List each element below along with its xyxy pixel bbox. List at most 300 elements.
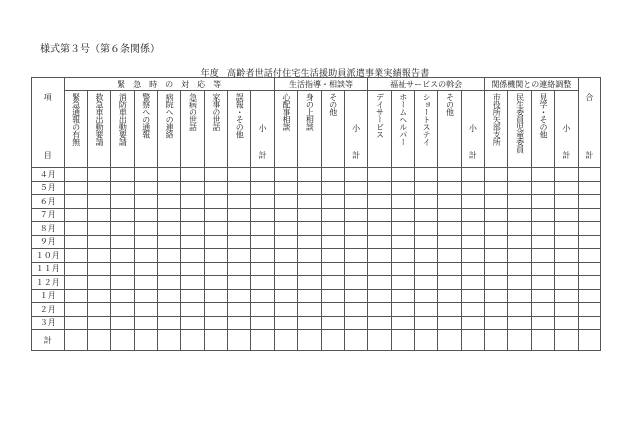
data-cell[interactable] — [251, 168, 274, 182]
data-cell[interactable] — [274, 262, 297, 276]
data-cell[interactable] — [438, 276, 461, 290]
data-cell[interactable] — [228, 235, 251, 249]
data-cell[interactable] — [157, 249, 180, 263]
data-cell[interactable] — [157, 316, 180, 330]
data-cell[interactable] — [438, 316, 461, 330]
data-cell[interactable] — [298, 276, 321, 290]
data-cell[interactable] — [555, 208, 578, 222]
data-cell[interactable] — [204, 276, 227, 290]
data-cell[interactable] — [461, 262, 484, 276]
data-cell[interactable] — [344, 262, 367, 276]
data-cell[interactable] — [414, 330, 437, 351]
data-cell[interactable] — [321, 262, 344, 276]
data-cell[interactable] — [204, 249, 227, 263]
data-cell[interactable] — [485, 195, 508, 209]
data-cell[interactable] — [344, 316, 367, 330]
data-cell[interactable] — [508, 208, 531, 222]
data-cell[interactable] — [485, 181, 508, 195]
data-cell[interactable] — [181, 316, 204, 330]
data-cell[interactable] — [578, 316, 600, 330]
data-cell[interactable] — [438, 249, 461, 263]
data-cell[interactable] — [555, 168, 578, 182]
data-cell[interactable] — [344, 249, 367, 263]
data-cell[interactable] — [344, 276, 367, 290]
data-cell[interactable] — [228, 330, 251, 351]
data-cell[interactable] — [298, 195, 321, 209]
data-cell[interactable] — [204, 222, 227, 236]
data-cell[interactable] — [414, 168, 437, 182]
data-cell[interactable] — [414, 208, 437, 222]
data-cell[interactable] — [531, 249, 554, 263]
data-cell[interactable] — [391, 330, 414, 351]
data-cell[interactable] — [555, 181, 578, 195]
data-cell[interactable] — [157, 235, 180, 249]
data-cell[interactable] — [578, 330, 600, 351]
data-cell[interactable] — [111, 235, 134, 249]
data-cell[interactable] — [274, 208, 297, 222]
data-cell[interactable] — [485, 168, 508, 182]
data-cell[interactable] — [485, 330, 508, 351]
data-cell[interactable] — [578, 262, 600, 276]
data-cell[interactable] — [111, 303, 134, 317]
data-cell[interactable] — [344, 235, 367, 249]
data-cell[interactable] — [228, 181, 251, 195]
data-cell[interactable] — [555, 235, 578, 249]
data-cell[interactable] — [508, 316, 531, 330]
data-cell[interactable] — [344, 303, 367, 317]
data-cell[interactable] — [414, 235, 437, 249]
data-cell[interactable] — [414, 195, 437, 209]
data-cell[interactable] — [204, 235, 227, 249]
data-cell[interactable] — [555, 330, 578, 351]
data-cell[interactable] — [368, 262, 391, 276]
data-cell[interactable] — [461, 235, 484, 249]
data-cell[interactable] — [64, 262, 87, 276]
data-cell[interactable] — [531, 303, 554, 317]
data-cell[interactable] — [181, 222, 204, 236]
data-cell[interactable] — [134, 222, 157, 236]
data-cell[interactable] — [555, 276, 578, 290]
data-cell[interactable] — [204, 303, 227, 317]
data-cell[interactable] — [368, 181, 391, 195]
data-cell[interactable] — [391, 181, 414, 195]
data-cell[interactable] — [134, 316, 157, 330]
data-cell[interactable] — [251, 181, 274, 195]
data-cell[interactable] — [157, 276, 180, 290]
data-cell[interactable] — [181, 289, 204, 303]
data-cell[interactable] — [531, 330, 554, 351]
data-cell[interactable] — [344, 168, 367, 182]
data-cell[interactable] — [181, 330, 204, 351]
data-cell[interactable] — [298, 262, 321, 276]
data-cell[interactable] — [508, 262, 531, 276]
data-cell[interactable] — [508, 195, 531, 209]
data-cell[interactable] — [298, 289, 321, 303]
data-cell[interactable] — [391, 303, 414, 317]
data-cell[interactable] — [134, 208, 157, 222]
data-cell[interactable] — [111, 289, 134, 303]
data-cell[interactable] — [461, 181, 484, 195]
data-cell[interactable] — [578, 222, 600, 236]
data-cell[interactable] — [111, 181, 134, 195]
data-cell[interactable] — [274, 276, 297, 290]
data-cell[interactable] — [298, 249, 321, 263]
data-cell[interactable] — [321, 195, 344, 209]
data-cell[interactable] — [87, 276, 110, 290]
data-cell[interactable] — [181, 195, 204, 209]
data-cell[interactable] — [531, 222, 554, 236]
data-cell[interactable] — [368, 222, 391, 236]
data-cell[interactable] — [64, 181, 87, 195]
data-cell[interactable] — [64, 316, 87, 330]
data-cell[interactable] — [391, 262, 414, 276]
data-cell[interactable] — [228, 222, 251, 236]
data-cell[interactable] — [204, 168, 227, 182]
data-cell[interactable] — [157, 208, 180, 222]
data-cell[interactable] — [438, 168, 461, 182]
data-cell[interactable] — [578, 168, 600, 182]
data-cell[interactable] — [508, 289, 531, 303]
data-cell[interactable] — [87, 208, 110, 222]
data-cell[interactable] — [438, 222, 461, 236]
data-cell[interactable] — [438, 303, 461, 317]
data-cell[interactable] — [111, 222, 134, 236]
data-cell[interactable] — [414, 316, 437, 330]
data-cell[interactable] — [414, 249, 437, 263]
data-cell[interactable] — [485, 262, 508, 276]
data-cell[interactable] — [111, 249, 134, 263]
data-cell[interactable] — [251, 289, 274, 303]
data-cell[interactable] — [414, 289, 437, 303]
data-cell[interactable] — [134, 276, 157, 290]
data-cell[interactable] — [64, 208, 87, 222]
data-cell[interactable] — [321, 303, 344, 317]
data-cell[interactable] — [181, 249, 204, 263]
data-cell[interactable] — [181, 276, 204, 290]
data-cell[interactable] — [87, 181, 110, 195]
data-cell[interactable] — [414, 222, 437, 236]
data-cell[interactable] — [64, 195, 87, 209]
data-cell[interactable] — [298, 316, 321, 330]
data-cell[interactable] — [555, 249, 578, 263]
data-cell[interactable] — [274, 330, 297, 351]
data-cell[interactable] — [368, 276, 391, 290]
data-cell[interactable] — [461, 330, 484, 351]
data-cell[interactable] — [181, 208, 204, 222]
data-cell[interactable] — [134, 235, 157, 249]
data-cell[interactable] — [181, 262, 204, 276]
data-cell[interactable] — [64, 276, 87, 290]
data-cell[interactable] — [438, 181, 461, 195]
data-cell[interactable] — [461, 222, 484, 236]
data-cell[interactable] — [274, 195, 297, 209]
data-cell[interactable] — [391, 276, 414, 290]
data-cell[interactable] — [531, 168, 554, 182]
data-cell[interactable] — [438, 262, 461, 276]
data-cell[interactable] — [274, 235, 297, 249]
data-cell[interactable] — [204, 289, 227, 303]
data-cell[interactable] — [134, 289, 157, 303]
data-cell[interactable] — [87, 316, 110, 330]
data-cell[interactable] — [321, 181, 344, 195]
data-cell[interactable] — [87, 195, 110, 209]
data-cell[interactable] — [414, 303, 437, 317]
data-cell[interactable] — [368, 208, 391, 222]
data-cell[interactable] — [87, 330, 110, 351]
data-cell[interactable] — [181, 181, 204, 195]
data-cell[interactable] — [134, 181, 157, 195]
data-cell[interactable] — [204, 208, 227, 222]
data-cell[interactable] — [298, 330, 321, 351]
data-cell[interactable] — [251, 262, 274, 276]
data-cell[interactable] — [531, 316, 554, 330]
data-cell[interactable] — [134, 330, 157, 351]
data-cell[interactable] — [368, 249, 391, 263]
data-cell[interactable] — [321, 168, 344, 182]
data-cell[interactable] — [485, 289, 508, 303]
data-cell[interactable] — [368, 303, 391, 317]
data-cell[interactable] — [508, 235, 531, 249]
data-cell[interactable] — [298, 303, 321, 317]
data-cell[interactable] — [274, 316, 297, 330]
data-cell[interactable] — [368, 316, 391, 330]
data-cell[interactable] — [251, 316, 274, 330]
data-cell[interactable] — [368, 330, 391, 351]
data-cell[interactable] — [111, 276, 134, 290]
data-cell[interactable] — [228, 276, 251, 290]
data-cell[interactable] — [228, 168, 251, 182]
data-cell[interactable] — [87, 249, 110, 263]
data-cell[interactable] — [555, 316, 578, 330]
data-cell[interactable] — [64, 235, 87, 249]
data-cell[interactable] — [87, 168, 110, 182]
data-cell[interactable] — [485, 249, 508, 263]
data-cell[interactable] — [485, 222, 508, 236]
data-cell[interactable] — [251, 303, 274, 317]
data-cell[interactable] — [321, 316, 344, 330]
data-cell[interactable] — [111, 316, 134, 330]
data-cell[interactable] — [87, 262, 110, 276]
data-cell[interactable] — [274, 303, 297, 317]
data-cell[interactable] — [438, 289, 461, 303]
data-cell[interactable] — [204, 316, 227, 330]
data-cell[interactable] — [344, 330, 367, 351]
data-cell[interactable] — [531, 181, 554, 195]
data-cell[interactable] — [228, 208, 251, 222]
data-cell[interactable] — [251, 222, 274, 236]
data-cell[interactable] — [368, 289, 391, 303]
data-cell[interactable] — [461, 208, 484, 222]
data-cell[interactable] — [508, 222, 531, 236]
data-cell[interactable] — [578, 195, 600, 209]
data-cell[interactable] — [555, 303, 578, 317]
data-cell[interactable] — [531, 289, 554, 303]
data-cell[interactable] — [485, 235, 508, 249]
data-cell[interactable] — [321, 235, 344, 249]
data-cell[interactable] — [578, 303, 600, 317]
data-cell[interactable] — [157, 303, 180, 317]
data-cell[interactable] — [204, 330, 227, 351]
data-cell[interactable] — [228, 289, 251, 303]
data-cell[interactable] — [461, 289, 484, 303]
data-cell[interactable] — [391, 249, 414, 263]
data-cell[interactable] — [134, 168, 157, 182]
data-cell[interactable] — [87, 235, 110, 249]
data-cell[interactable] — [344, 289, 367, 303]
data-cell[interactable] — [321, 289, 344, 303]
data-cell[interactable] — [391, 168, 414, 182]
data-cell[interactable] — [111, 208, 134, 222]
data-cell[interactable] — [181, 235, 204, 249]
data-cell[interactable] — [578, 208, 600, 222]
data-cell[interactable] — [298, 181, 321, 195]
data-cell[interactable] — [344, 195, 367, 209]
data-cell[interactable] — [578, 235, 600, 249]
data-cell[interactable] — [111, 262, 134, 276]
data-cell[interactable] — [531, 208, 554, 222]
data-cell[interactable] — [391, 195, 414, 209]
data-cell[interactable] — [461, 195, 484, 209]
data-cell[interactable] — [134, 262, 157, 276]
data-cell[interactable] — [508, 303, 531, 317]
data-cell[interactable] — [157, 181, 180, 195]
data-cell[interactable] — [298, 168, 321, 182]
data-cell[interactable] — [531, 276, 554, 290]
data-cell[interactable] — [274, 222, 297, 236]
data-cell[interactable] — [391, 208, 414, 222]
data-cell[interactable] — [461, 249, 484, 263]
data-cell[interactable] — [461, 303, 484, 317]
data-cell[interactable] — [391, 222, 414, 236]
data-cell[interactable] — [274, 249, 297, 263]
data-cell[interactable] — [64, 303, 87, 317]
data-cell[interactable] — [555, 195, 578, 209]
data-cell[interactable] — [438, 330, 461, 351]
data-cell[interactable] — [87, 303, 110, 317]
data-cell[interactable] — [321, 330, 344, 351]
data-cell[interactable] — [251, 195, 274, 209]
data-cell[interactable] — [157, 330, 180, 351]
data-cell[interactable] — [64, 249, 87, 263]
data-cell[interactable] — [461, 168, 484, 182]
data-cell[interactable] — [485, 276, 508, 290]
data-cell[interactable] — [508, 330, 531, 351]
data-cell[interactable] — [64, 330, 87, 351]
data-cell[interactable] — [368, 168, 391, 182]
data-cell[interactable] — [298, 222, 321, 236]
data-cell[interactable] — [64, 168, 87, 182]
data-cell[interactable] — [438, 195, 461, 209]
data-cell[interactable] — [531, 235, 554, 249]
data-cell[interactable] — [228, 303, 251, 317]
data-cell[interactable] — [438, 235, 461, 249]
data-cell[interactable] — [321, 249, 344, 263]
data-cell[interactable] — [87, 289, 110, 303]
data-cell[interactable] — [531, 262, 554, 276]
data-cell[interactable] — [298, 208, 321, 222]
row-label: 計 — [32, 330, 65, 351]
data-cell[interactable] — [204, 262, 227, 276]
data-cell[interactable] — [485, 303, 508, 317]
data-cell[interactable] — [274, 168, 297, 182]
data-cell[interactable] — [508, 168, 531, 182]
data-cell[interactable] — [461, 276, 484, 290]
data-cell[interactable] — [228, 316, 251, 330]
data-cell[interactable] — [485, 316, 508, 330]
data-cell[interactable] — [274, 181, 297, 195]
data-cell[interactable] — [251, 249, 274, 263]
data-cell[interactable] — [414, 276, 437, 290]
data-cell[interactable] — [508, 249, 531, 263]
data-cell[interactable] — [228, 249, 251, 263]
data-cell[interactable] — [391, 235, 414, 249]
data-cell[interactable] — [228, 195, 251, 209]
data-cell[interactable] — [157, 289, 180, 303]
data-cell[interactable] — [531, 195, 554, 209]
data-cell[interactable] — [228, 262, 251, 276]
data-cell[interactable] — [368, 235, 391, 249]
data-cell[interactable] — [578, 181, 600, 195]
data-cell[interactable] — [321, 222, 344, 236]
data-cell[interactable] — [111, 330, 134, 351]
data-cell[interactable] — [251, 235, 274, 249]
data-cell[interactable] — [368, 195, 391, 209]
data-cell[interactable] — [87, 222, 110, 236]
data-cell[interactable] — [461, 316, 484, 330]
data-cell[interactable] — [555, 289, 578, 303]
data-cell[interactable] — [181, 168, 204, 182]
data-cell[interactable] — [344, 181, 367, 195]
data-cell[interactable] — [157, 168, 180, 182]
data-cell[interactable] — [414, 181, 437, 195]
data-cell[interactable] — [391, 316, 414, 330]
data-cell[interactable] — [391, 289, 414, 303]
data-cell[interactable] — [414, 262, 437, 276]
data-cell[interactable] — [578, 276, 600, 290]
data-cell[interactable] — [204, 181, 227, 195]
data-cell[interactable] — [64, 289, 87, 303]
data-cell[interactable] — [344, 222, 367, 236]
data-cell[interactable] — [578, 289, 600, 303]
data-cell[interactable] — [157, 222, 180, 236]
data-cell[interactable] — [555, 222, 578, 236]
data-cell[interactable] — [134, 303, 157, 317]
data-cell[interactable] — [157, 195, 180, 209]
data-cell[interactable] — [508, 276, 531, 290]
data-cell[interactable] — [298, 235, 321, 249]
data-cell[interactable] — [111, 195, 134, 209]
data-cell[interactable] — [157, 262, 180, 276]
data-cell[interactable] — [251, 276, 274, 290]
data-cell[interactable] — [251, 208, 274, 222]
data-cell[interactable] — [181, 303, 204, 317]
data-cell[interactable] — [344, 208, 367, 222]
data-cell[interactable] — [251, 330, 274, 351]
data-cell[interactable] — [64, 222, 87, 236]
data-cell[interactable] — [134, 195, 157, 209]
data-cell[interactable] — [321, 208, 344, 222]
data-cell[interactable] — [438, 208, 461, 222]
data-cell[interactable] — [555, 262, 578, 276]
data-cell[interactable] — [204, 195, 227, 209]
data-cell[interactable] — [321, 276, 344, 290]
data-cell[interactable] — [111, 168, 134, 182]
data-cell[interactable] — [485, 208, 508, 222]
data-cell[interactable] — [134, 249, 157, 263]
data-cell[interactable] — [508, 181, 531, 195]
data-cell[interactable] — [274, 289, 297, 303]
data-cell[interactable] — [578, 249, 600, 263]
